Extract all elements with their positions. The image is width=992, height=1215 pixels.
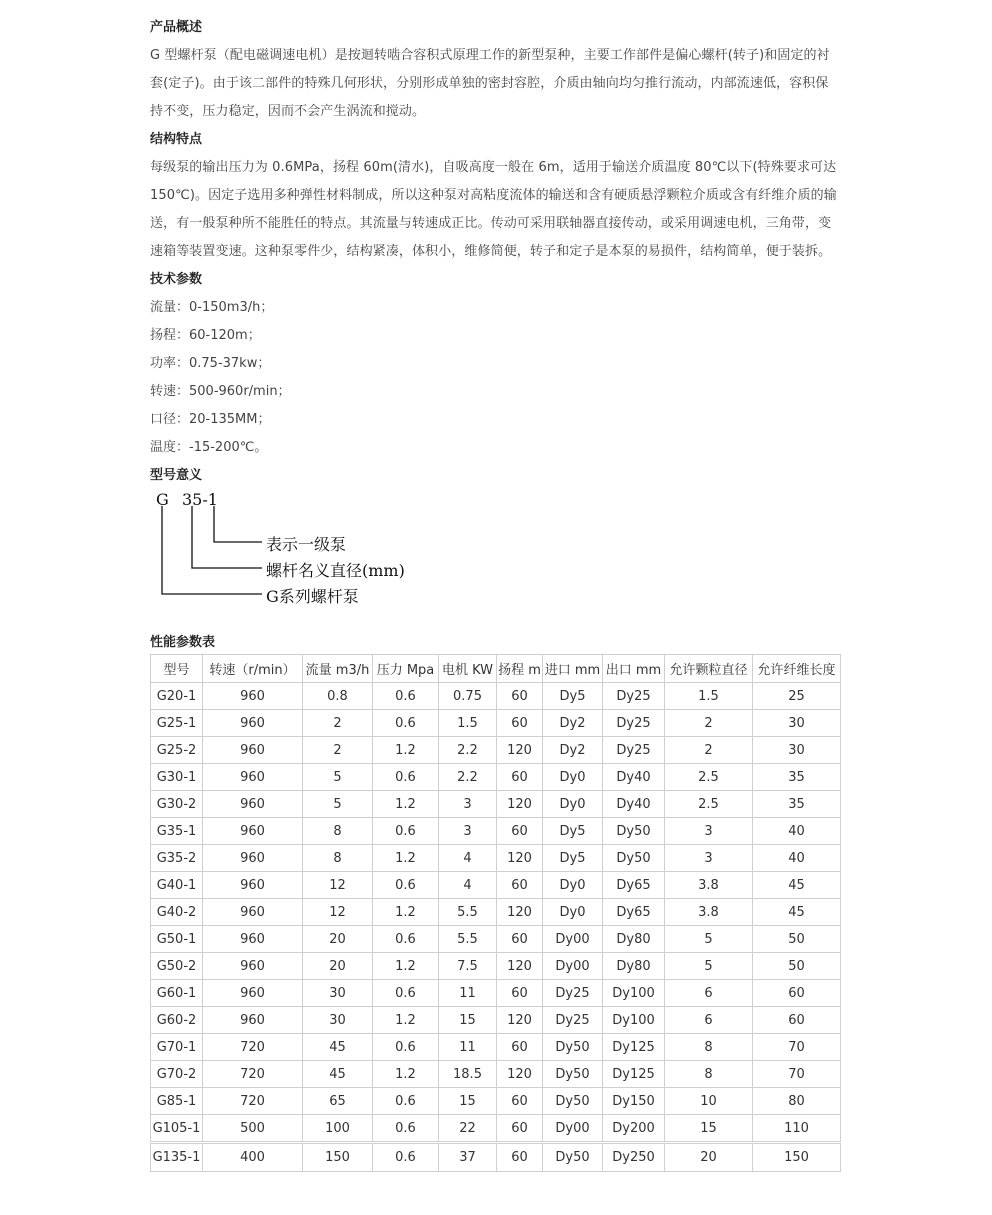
- spec-head: 扬程：60-120m；: [150, 328, 261, 343]
- table-cell: 15: [439, 1088, 497, 1115]
- table-cell: 120: [497, 845, 543, 872]
- table-row: [151, 1061, 841, 1088]
- table-cell: 60: [497, 683, 543, 710]
- table-cell: 8: [303, 845, 373, 872]
- table-cell: Dy0: [543, 764, 603, 791]
- table-row: [151, 845, 841, 872]
- table-cell: Dy25: [603, 737, 665, 764]
- spec-temperature: 温度：-15-200℃。: [150, 440, 268, 455]
- table-cell: 20: [303, 926, 373, 953]
- table-cell: Dy100: [603, 1007, 665, 1034]
- model-cell: G35-1: [151, 818, 203, 845]
- model-cell: G25-1: [151, 710, 203, 737]
- column-header: 转速（r/min）: [203, 655, 303, 683]
- performance-heading: 性能参数表: [150, 635, 216, 650]
- table-cell: 1.2: [373, 845, 439, 872]
- table-cell: Dy25: [603, 683, 665, 710]
- table-row: [151, 791, 841, 818]
- model-cell: G60-2: [151, 1007, 203, 1034]
- table-cell: 1.5: [439, 710, 497, 737]
- table-cell: 1.2: [373, 1061, 439, 1088]
- table-cell: 12: [303, 899, 373, 926]
- model-cell: G85-1: [151, 1088, 203, 1115]
- table-cell: 11: [439, 980, 497, 1007]
- model-code-number: 35-1: [182, 490, 218, 509]
- table-cell: Dy65: [603, 872, 665, 899]
- structure-line: 每级泵的输出压力为 0.6MPa，扬程 60m(清水)，自吸高度一般在 6m，适用于输送介质温度 80℃以下(特殊要求可达: [150, 160, 837, 175]
- table-cell: Dy0: [543, 899, 603, 926]
- table-cell: 60: [497, 818, 543, 845]
- table-cell: 960: [203, 980, 303, 1007]
- table-cell: 1.5: [665, 683, 753, 710]
- table-cell: Dy65: [603, 899, 665, 926]
- table-cell: Dy50: [603, 845, 665, 872]
- table-cell: 0.6: [373, 764, 439, 791]
- column-header: 出口 mm: [603, 655, 665, 683]
- model-cell: G30-1: [151, 764, 203, 791]
- table-header-row: [151, 655, 841, 683]
- table-cell: Dy100: [603, 980, 665, 1007]
- table-cell: 15: [665, 1115, 753, 1143]
- table-row: [151, 872, 841, 899]
- table-cell: Dy125: [603, 1034, 665, 1061]
- table-cell: Dy40: [603, 764, 665, 791]
- overview-line: G 型螺杆泵（配电磁调速电机）是按迴转啮合容积式原理工作的新型泵种，主要工作部件是偏心螺杆(转子)和固定的衬: [150, 48, 830, 63]
- table-cell: Dy50: [543, 1143, 603, 1172]
- series-leader-line: [162, 506, 262, 594]
- table-row: [151, 737, 841, 764]
- table-cell: Dy50: [603, 818, 665, 845]
- table-cell: 0.6: [373, 1088, 439, 1115]
- table-cell: 60: [497, 1034, 543, 1061]
- table-cell: 45: [303, 1034, 373, 1061]
- table-row: [151, 1115, 841, 1143]
- model-cell: G135-1: [151, 1143, 203, 1172]
- spec-caliber: 口径：20-135MM；: [150, 412, 271, 427]
- model-cell: G70-1: [151, 1034, 203, 1061]
- column-header: 扬程 m: [497, 655, 543, 683]
- table-cell: 960: [203, 926, 303, 953]
- table-cell: 60: [753, 980, 841, 1007]
- table-cell: 37: [439, 1143, 497, 1172]
- table-cell: Dy40: [603, 791, 665, 818]
- table-cell: 0.75: [439, 683, 497, 710]
- table-cell: 960: [203, 953, 303, 980]
- table-cell: 30: [753, 710, 841, 737]
- table-cell: 0.6: [373, 1115, 439, 1143]
- table-row: [151, 683, 841, 710]
- table-cell: 720: [203, 1034, 303, 1061]
- table-cell: Dy50: [543, 1061, 603, 1088]
- table-cell: 110: [753, 1115, 841, 1143]
- column-header: 进口 mm: [543, 655, 603, 683]
- table-cell: 2: [303, 710, 373, 737]
- table-cell: 0.6: [373, 980, 439, 1007]
- model-heading: 型号意义: [150, 468, 203, 483]
- model-cell: G50-1: [151, 926, 203, 953]
- overview-paragraph: [150, 42, 850, 126]
- model-cell: G35-2: [151, 845, 203, 872]
- table-cell: 500: [203, 1115, 303, 1143]
- table-cell: 0.6: [373, 1034, 439, 1061]
- table-cell: 960: [203, 710, 303, 737]
- table-cell: 30: [303, 1007, 373, 1034]
- table-cell: 120: [497, 899, 543, 926]
- table-cell: 400: [203, 1143, 303, 1172]
- model-cell: G30-2: [151, 791, 203, 818]
- table-cell: 120: [497, 953, 543, 980]
- table-cell: 45: [303, 1061, 373, 1088]
- table-cell: 960: [203, 1007, 303, 1034]
- table-cell: 25: [753, 683, 841, 710]
- table-cell: Dy50: [543, 1088, 603, 1115]
- model-cell: G50-2: [151, 953, 203, 980]
- table-cell: 1.2: [373, 1007, 439, 1034]
- overview-heading: 产品概述: [150, 20, 203, 35]
- table-cell: Dy00: [543, 953, 603, 980]
- table-cell: 10: [665, 1088, 753, 1115]
- tech-spec-list: [150, 294, 850, 462]
- table-cell: 120: [497, 1007, 543, 1034]
- table-cell: 0.6: [373, 872, 439, 899]
- table-cell: 960: [203, 764, 303, 791]
- table-cell: 960: [203, 791, 303, 818]
- table-cell: Dy2: [543, 710, 603, 737]
- table-cell: 60: [497, 710, 543, 737]
- table-cell: 1.2: [373, 899, 439, 926]
- table-cell: 150: [303, 1143, 373, 1172]
- table-cell: 0.6: [373, 818, 439, 845]
- table-cell: 2: [303, 737, 373, 764]
- table-cell: 3.8: [665, 899, 753, 926]
- structure-line: 速箱等装置变速。这种泵零件少，结构紧凑，体积小，维修简便，转子和定子是本泵的易损件，结构简单，便于装拆。: [150, 244, 832, 259]
- table-cell: 40: [753, 845, 841, 872]
- diameter-leader-line: [192, 506, 262, 568]
- table-cell: 2.2: [439, 737, 497, 764]
- structure-paragraph: [150, 154, 850, 266]
- column-header: 压力 Mpa: [373, 655, 439, 683]
- table-cell: 70: [753, 1061, 841, 1088]
- table-row: [151, 818, 841, 845]
- table-row: [151, 1034, 841, 1061]
- spec-flow: 流量：0-150m3/h；: [150, 300, 274, 315]
- table-cell: 4: [439, 872, 497, 899]
- table-cell: Dy25: [603, 710, 665, 737]
- table-cell: Dy00: [543, 1115, 603, 1143]
- table-cell: 2.2: [439, 764, 497, 791]
- spec-power: 功率：0.75-37kw；: [150, 356, 271, 371]
- table-cell: Dy200: [603, 1115, 665, 1143]
- spec-speed: 转速：500-960r/min；: [150, 384, 291, 399]
- table-cell: 11: [439, 1034, 497, 1061]
- column-header: 电机 KW: [439, 655, 497, 683]
- table-cell: 0.6: [373, 1143, 439, 1172]
- table-cell: Dy25: [543, 1007, 603, 1034]
- table-cell: Dy0: [543, 872, 603, 899]
- performance-table: [150, 654, 841, 1172]
- table-cell: 3: [439, 818, 497, 845]
- table-cell: 35: [753, 764, 841, 791]
- table-cell: 80: [753, 1088, 841, 1115]
- table-cell: 35: [753, 791, 841, 818]
- table-cell: 0.6: [373, 926, 439, 953]
- table-cell: 60: [497, 926, 543, 953]
- table-cell: 1.2: [373, 953, 439, 980]
- table-cell: 2: [665, 737, 753, 764]
- table-cell: 8: [665, 1061, 753, 1088]
- table-cell: 2.5: [665, 764, 753, 791]
- table-cell: 15: [439, 1007, 497, 1034]
- column-header: 允许颗粒直径: [665, 655, 753, 683]
- table-cell: Dy2: [543, 737, 603, 764]
- table-row: [151, 1088, 841, 1115]
- table-cell: 8: [665, 1034, 753, 1061]
- table-cell: 960: [203, 872, 303, 899]
- table-cell: 12: [303, 872, 373, 899]
- table-cell: 18.5: [439, 1061, 497, 1088]
- model-code-g: G: [156, 490, 169, 509]
- table-cell: 60: [497, 1143, 543, 1172]
- table-cell: 60: [497, 872, 543, 899]
- table-cell: 5.5: [439, 926, 497, 953]
- table-cell: 100: [303, 1115, 373, 1143]
- table-cell: 150: [753, 1143, 841, 1172]
- structure-heading: 结构特点: [150, 132, 203, 147]
- overview-line: 套(定子)。由于该二部件的特殊几何形状，分别形成单独的密封容腔，介质由轴向均匀推行流动，内部流速低，容积保: [150, 76, 829, 91]
- overview-line: 持不变，压力稳定，因而不会产生涡流和搅动。: [150, 104, 426, 119]
- table-row: [151, 1007, 841, 1034]
- table-cell: 960: [203, 683, 303, 710]
- table-cell: Dy00: [543, 926, 603, 953]
- table-cell: 0.8: [303, 683, 373, 710]
- table-row: [151, 899, 841, 926]
- model-code-diagram: [150, 490, 450, 628]
- table-row: [151, 953, 841, 980]
- table-row: [151, 764, 841, 791]
- column-header: 型号: [151, 655, 203, 683]
- table-cell: 50: [753, 953, 841, 980]
- stage-leader-line: [214, 506, 262, 542]
- table-cell: Dy125: [603, 1061, 665, 1088]
- table-cell: 2: [665, 710, 753, 737]
- table-cell: Dy250: [603, 1143, 665, 1172]
- table-row: [151, 1143, 841, 1172]
- table-cell: 5: [303, 764, 373, 791]
- model-cell: G25-2: [151, 737, 203, 764]
- structure-line: 150℃)。因定子选用多种弹性材料制成，所以这种泵对高粘度流体的输送和含有硬质悬浮颗粒介质或含有纤维介质的输: [150, 188, 837, 203]
- model-cell: G40-1: [151, 872, 203, 899]
- table-cell: 960: [203, 737, 303, 764]
- table-cell: 120: [497, 791, 543, 818]
- label-diameter: 螺杆名义直径(mm): [266, 561, 405, 580]
- structure-line: 送，有一般泵种所不能胜任的特点。其流量与转速成正比。传动可采用联轴器直接传动，或采用调速电机，三角带，变: [150, 216, 832, 231]
- product-description: [150, 14, 850, 1172]
- table-cell: 7.5: [439, 953, 497, 980]
- table-row: [151, 980, 841, 1007]
- table-cell: 30: [303, 980, 373, 1007]
- table-cell: Dy5: [543, 818, 603, 845]
- table-cell: Dy80: [603, 926, 665, 953]
- table-cell: 45: [753, 872, 841, 899]
- table-cell: 5: [665, 926, 753, 953]
- table-cell: 3: [439, 791, 497, 818]
- table-cell: 60: [497, 980, 543, 1007]
- model-cell: G105-1: [151, 1115, 203, 1143]
- table-cell: 3.8: [665, 872, 753, 899]
- table-cell: 960: [203, 818, 303, 845]
- label-series: G系列螺杆泵: [266, 587, 359, 606]
- table-cell: Dy50: [543, 1034, 603, 1061]
- table-cell: 70: [753, 1034, 841, 1061]
- table-cell: 60: [497, 1115, 543, 1143]
- table-cell: 1.2: [373, 737, 439, 764]
- table-cell: 6: [665, 1007, 753, 1034]
- table-cell: 720: [203, 1088, 303, 1115]
- table-cell: 3: [665, 818, 753, 845]
- table-cell: 8: [303, 818, 373, 845]
- table-cell: 30: [753, 737, 841, 764]
- table-cell: 960: [203, 845, 303, 872]
- table-cell: 65: [303, 1088, 373, 1115]
- table-cell: 2.5: [665, 791, 753, 818]
- table-cell: 4: [439, 845, 497, 872]
- table-cell: 5: [303, 791, 373, 818]
- table-cell: 120: [497, 737, 543, 764]
- table-cell: 20: [303, 953, 373, 980]
- table-body: [151, 683, 841, 1172]
- table-cell: 22: [439, 1115, 497, 1143]
- table-row: [151, 926, 841, 953]
- table-cell: 20: [665, 1143, 753, 1172]
- table-cell: Dy0: [543, 791, 603, 818]
- table-cell: Dy150: [603, 1088, 665, 1115]
- table-cell: Dy80: [603, 953, 665, 980]
- column-header: 允许纤维长度: [753, 655, 841, 683]
- table-cell: 1.2: [373, 791, 439, 818]
- table-cell: Dy5: [543, 845, 603, 872]
- table-cell: 40: [753, 818, 841, 845]
- model-cell: G20-1: [151, 683, 203, 710]
- table-cell: 60: [497, 1088, 543, 1115]
- table-cell: 60: [753, 1007, 841, 1034]
- table-row: [151, 710, 841, 737]
- table-cell: 50: [753, 926, 841, 953]
- model-cell: G60-1: [151, 980, 203, 1007]
- model-cell: G40-2: [151, 899, 203, 926]
- table-cell: Dy25: [543, 980, 603, 1007]
- table-cell: 720: [203, 1061, 303, 1088]
- tech-heading: 技术参数: [150, 272, 203, 287]
- table-cell: 960: [203, 899, 303, 926]
- table-cell: 0.6: [373, 683, 439, 710]
- model-cell: G70-2: [151, 1061, 203, 1088]
- table-cell: 3: [665, 845, 753, 872]
- label-stage: 表示一级泵: [266, 535, 347, 554]
- column-header: 流量 m3/h: [303, 655, 373, 683]
- table-cell: Dy5: [543, 683, 603, 710]
- table-cell: 120: [497, 1061, 543, 1088]
- table-cell: 5.5: [439, 899, 497, 926]
- table-cell: 0.6: [373, 710, 439, 737]
- table-cell: 45: [753, 899, 841, 926]
- table-cell: 6: [665, 980, 753, 1007]
- table-cell: 5: [665, 953, 753, 980]
- table-cell: 60: [497, 764, 543, 791]
